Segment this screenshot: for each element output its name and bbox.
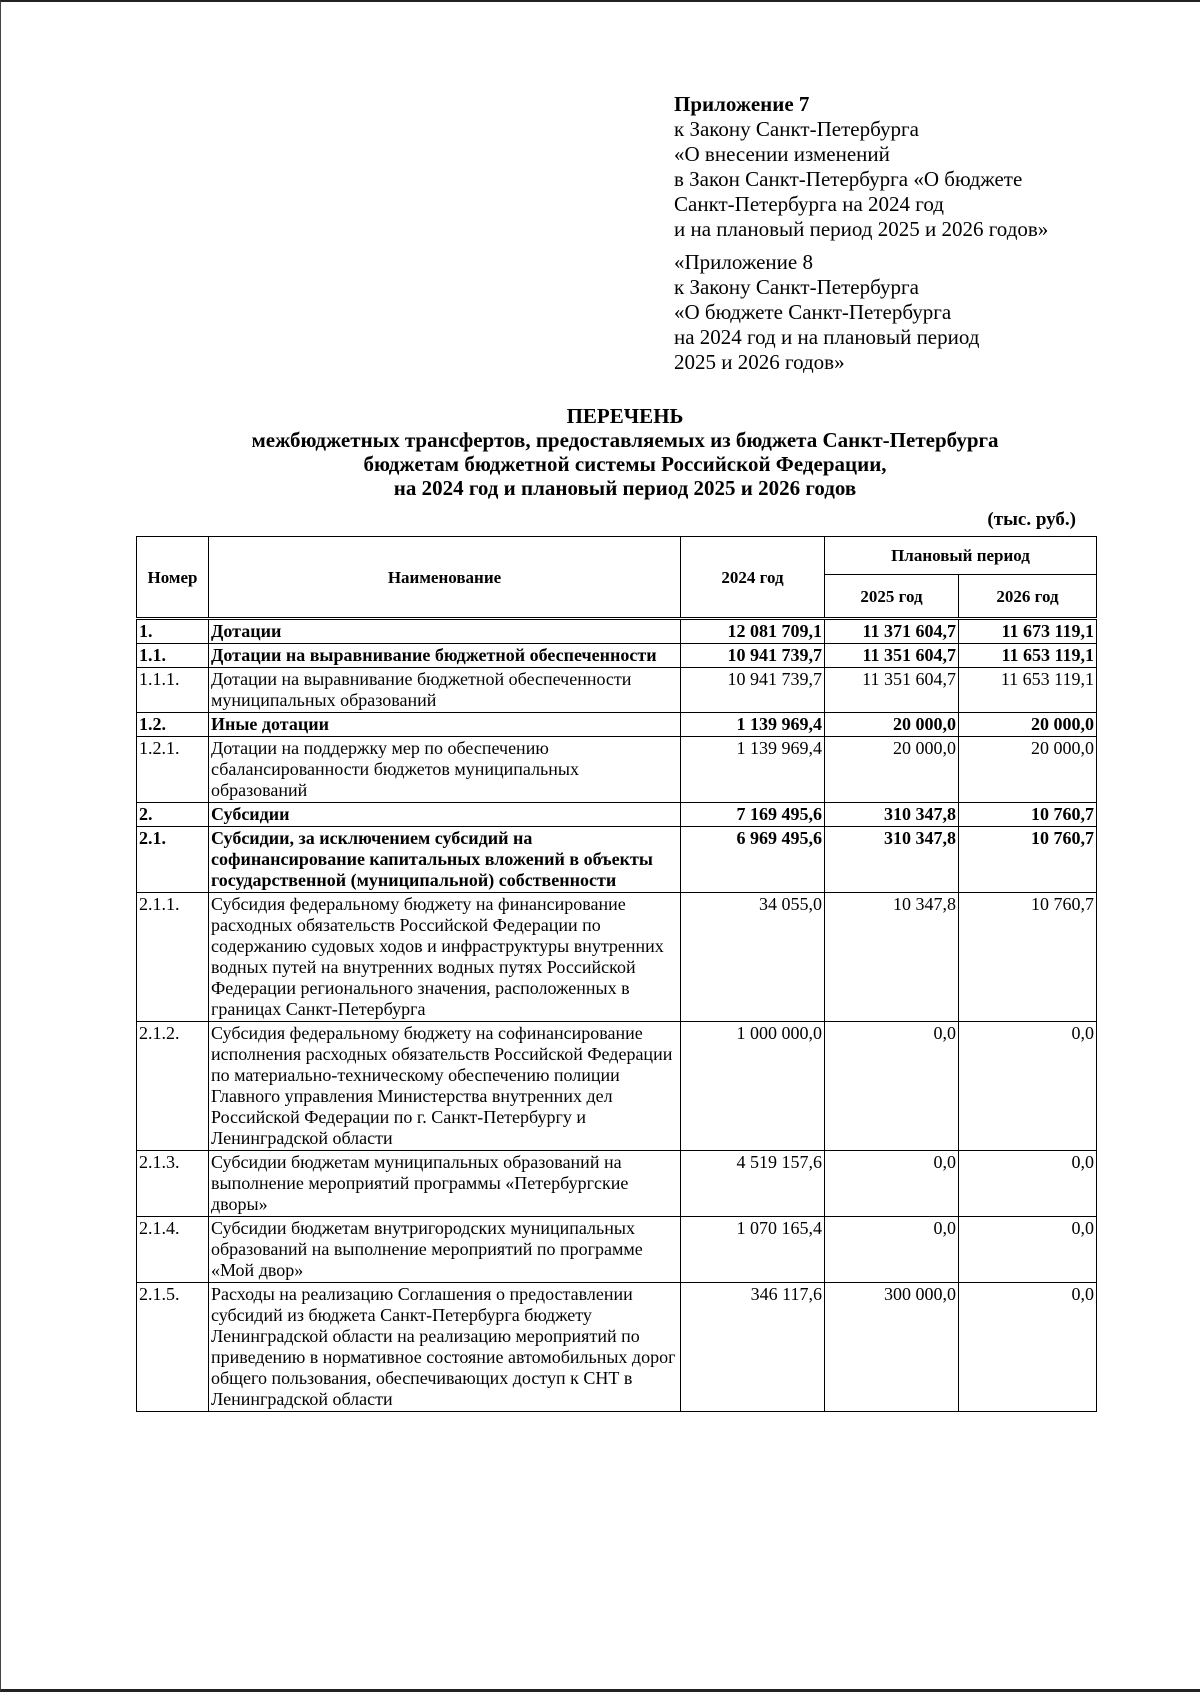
value-2026-cell: 0,0 [959,1022,1097,1151]
document-title [136,404,1114,500]
row-number-cell: 1.2. [137,713,209,737]
value-2025-cell: 0,0 [825,1022,959,1151]
value-2024-cell: 12 081 709,1 [681,619,825,644]
table-row [137,668,1097,713]
table-row [137,1022,1097,1151]
header-2025: 2025 год [825,575,959,619]
row-name-cell: Дотации на поддержку мер по обеспечению сбалансированности бюджетов муниципальных образований [209,737,681,803]
row-name-cell: Иные дотации [209,713,681,737]
row-number-cell: 2. [137,803,209,827]
value-2025-cell: 310 347,8 [825,827,959,893]
row-name-cell: Субсидии бюджетам муниципальных образований на выполнение мероприятий программы «Петербургские дворы» [209,1151,681,1217]
value-2026-cell: 0,0 [959,1283,1097,1412]
value-2025-cell: 11 371 604,7 [825,619,959,644]
appendix-line: Санкт-Петербурга на 2024 год [674,192,944,216]
value-2024-cell: 1 139 969,4 [681,713,825,737]
value-2024-cell: 10 941 739,7 [681,668,825,713]
row-number-cell: 2.1.3. [137,1151,209,1217]
value-2024-cell: 34 055,0 [681,893,825,1022]
row-name-cell: Дотации на выравнивание бюджетной обеспеченности [209,644,681,668]
value-2024-cell: 1 139 969,4 [681,737,825,803]
appendix-line: «О бюджете Санкт-Петербурга [674,300,952,324]
appendix-line: в Закон Санкт-Петербурга «О бюджете [674,167,1023,191]
value-2026-cell: 0,0 [959,1151,1097,1217]
table-header [137,537,1097,619]
table-row [137,803,1097,827]
value-2025-cell: 300 000,0 [825,1283,959,1412]
row-number-cell: 2.1.1. [137,893,209,1022]
appendix-line: 2025 и 2026 годов» [674,350,845,374]
value-2026-cell: 10 760,7 [959,893,1097,1022]
header-name: Наименование [209,537,681,619]
appendix-8-title: «Приложение 8 [674,250,813,274]
table-row [137,1151,1097,1217]
appendix-line: на 2024 год и на плановый период [674,325,980,349]
appendix-8-block [674,250,1154,375]
table-row [137,893,1097,1022]
row-name-cell: Дотации [209,619,681,644]
row-name-cell: Расходы на реализацию Соглашения о предоставлении субсидий из бюджета Санкт-Петербурга бюджету Ленинградской области на реализацию мероприятий по приведению в нормативное состояние автомобильных дорог общего пользования, обеспечивающих доступ к СНТ в Ленинградской области [209,1283,681,1412]
appendix-header [674,92,1154,383]
table-row [137,827,1097,893]
row-number-cell: 1.2.1. [137,737,209,803]
row-name-cell: Субсидия федеральному бюджету на софинансирование исполнения расходных обязательств Российской Федерации по материально-техническому обеспечению полиции Главного управления Министерства внутренних дел Российской Федерации по г. Санкт-Петербургу и Ленинградской области [209,1022,681,1151]
row-name-cell: Дотации на выравнивание бюджетной обеспеченности муниципальных образований [209,668,681,713]
title-line: межбюджетных трансфертов, предоставляемых из бюджета Санкт-Петербурга [251,428,999,452]
appendix-line: к Закону Санкт-Петербурга [674,275,919,299]
row-name-cell: Субсидии, за исключением субсидий на софинансирование капитальных вложений в объекты государственной (муниципальной) собственности [209,827,681,893]
value-2025-cell: 310 347,8 [825,803,959,827]
transfers-table [136,536,1097,1412]
table-row [137,1283,1097,1412]
value-2025-cell: 11 351 604,7 [825,668,959,713]
appendix-line: и на плановый период 2025 и 2026 годов» [674,217,1049,241]
value-2025-cell: 20 000,0 [825,713,959,737]
table-row [137,713,1097,737]
table-row [137,619,1097,644]
value-2026-cell: 10 760,7 [959,827,1097,893]
row-number-cell: 1. [137,619,209,644]
value-2025-cell: 20 000,0 [825,737,959,803]
value-2026-cell: 11 673 119,1 [959,619,1097,644]
appendix-7-block [674,92,1154,242]
row-name-cell: Субсидии [209,803,681,827]
table-row [137,644,1097,668]
header-2024: 2024 год [681,537,825,619]
table-row [137,737,1097,803]
row-number-cell: 1.1.1. [137,668,209,713]
value-2025-cell: 10 347,8 [825,893,959,1022]
value-2026-cell: 0,0 [959,1217,1097,1283]
appendix-7-title: Приложение 7 [674,92,810,116]
value-2025-cell: 0,0 [825,1151,959,1217]
value-2026-cell: 20 000,0 [959,713,1097,737]
value-2026-cell: 10 760,7 [959,803,1097,827]
units-label: (тыс. руб.) [987,509,1076,530]
row-number-cell: 2.1.5. [137,1283,209,1412]
value-2025-cell: 11 351 604,7 [825,644,959,668]
value-2024-cell: 1 070 165,4 [681,1217,825,1283]
header-2026: 2026 год [959,575,1097,619]
header-number: Номер [137,537,209,619]
value-2024-cell: 7 169 495,6 [681,803,825,827]
row-name-cell: Субсидии бюджетам внутригородских муниципальных образований на выполнение мероприятий по программе «Мой двор» [209,1217,681,1283]
row-name-cell: Субсидия федеральному бюджету на финансирование расходных обязательств Российской Федерации по содержанию судовых ходов и инфраструктуры внутренних водных путей на внутренних водных путях Российской Федерации регионального значения, расположенных в границах Санкт-Петербурга [209,893,681,1022]
value-2025-cell: 0,0 [825,1217,959,1283]
title-line: бюджетам бюджетной системы Российской Федерации, [363,452,887,476]
appendix-line: «О внесении изменений [674,142,890,166]
row-number-cell: 2.1.4. [137,1217,209,1283]
row-number-cell: 2.1.2. [137,1022,209,1151]
table-row [137,1217,1097,1283]
appendix-line: к Закону Санкт-Петербурга [674,117,919,141]
title-line: на 2024 год и плановый период 2025 и 2026 годов [393,476,857,500]
row-number-cell: 1.1. [137,644,209,668]
title-heading: ПЕРЕЧЕНЬ [566,404,684,428]
table-body [137,619,1097,1412]
value-2024-cell: 4 519 157,6 [681,1151,825,1217]
value-2024-cell: 10 941 739,7 [681,644,825,668]
value-2024-cell: 6 969 495,6 [681,827,825,893]
value-2024-cell: 346 117,6 [681,1283,825,1412]
value-2024-cell: 1 000 000,0 [681,1022,825,1151]
value-2026-cell: 11 653 119,1 [959,668,1097,713]
header-planned-period: Плановый период [825,537,1097,575]
value-2026-cell: 20 000,0 [959,737,1097,803]
row-number-cell: 2.1. [137,827,209,893]
value-2026-cell: 11 653 119,1 [959,644,1097,668]
